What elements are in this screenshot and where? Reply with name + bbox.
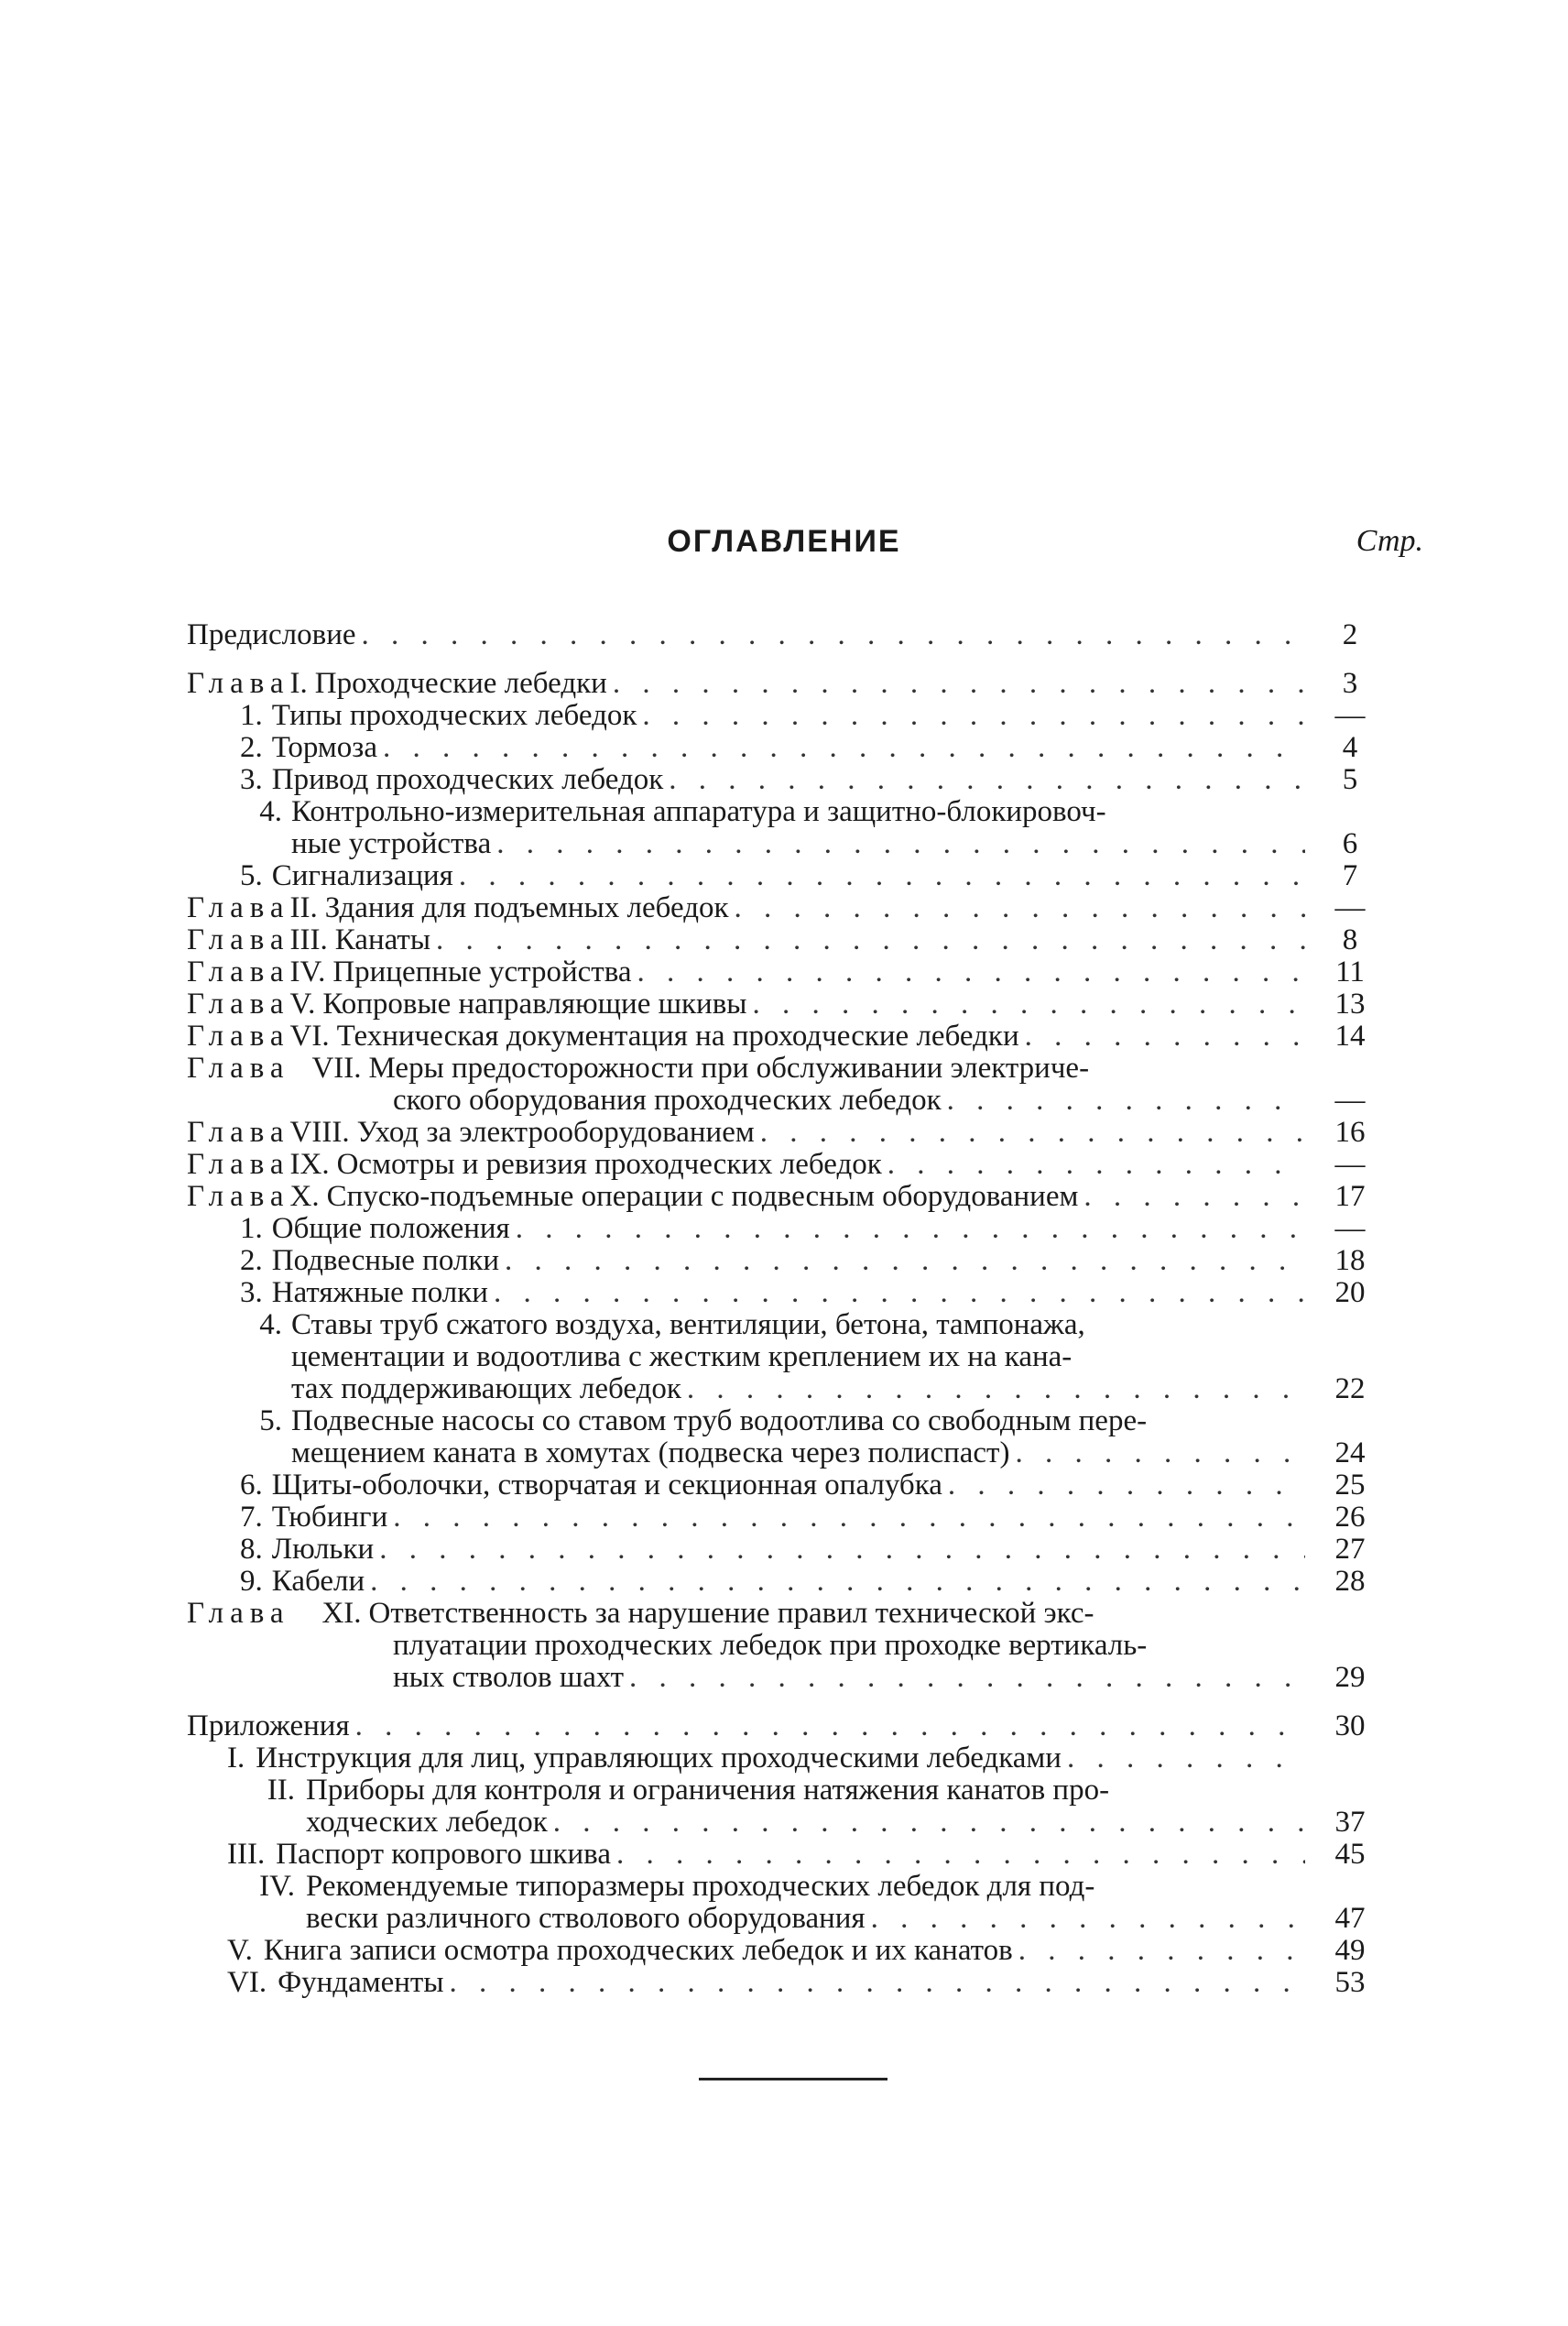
page-number: 29 (1334, 1661, 1366, 1694)
entry-title: ходческих лебедок (306, 1807, 548, 1839)
dot-leader (629, 1662, 1305, 1694)
toc-entry[interactable] (187, 1502, 1382, 1534)
entry-title: Здания для подъемных лебедок (324, 892, 729, 924)
chapter-number: IV. (289, 956, 326, 988)
dot-leader (948, 1469, 1305, 1502)
entry-title: мещением каната в хомутах (подвеска через полиспаст) (291, 1437, 1010, 1469)
entry-number: 2. (240, 732, 263, 764)
dot-leader (393, 1502, 1305, 1534)
entry-number: 5. (259, 1405, 282, 1437)
dot-leader (383, 732, 1305, 764)
entry-number: 3. (240, 1277, 263, 1309)
entry-title: Привод проходческих лебедок (271, 764, 664, 796)
entry-number: 3. (240, 764, 263, 796)
toc-entry[interactable] (187, 796, 1382, 860)
toc-entry[interactable] (187, 1277, 1382, 1309)
toc-entry[interactable] (187, 1149, 1382, 1181)
dot-leader (752, 988, 1305, 1021)
entry-title: ные устройства (291, 828, 492, 860)
entry-title: вески различного стволового оборудования (306, 1903, 866, 1935)
entry-number: I. (227, 1742, 245, 1775)
page-number: 24 (1334, 1436, 1366, 1469)
entry-number: II. (267, 1775, 295, 1807)
chapter-number: VI. (289, 1021, 330, 1053)
dot-leader (379, 1534, 1305, 1566)
entry-title: Подвесные полки (271, 1245, 500, 1277)
entry-number: 8. (240, 1534, 263, 1566)
page-number: 2 (1342, 618, 1358, 651)
entry-number: 5. (240, 860, 263, 892)
entry-title: Тормоза (271, 732, 377, 764)
entry-title: плуатации проходческих лебедок при проходке вертикаль- (393, 1630, 1148, 1662)
toc-entry[interactable] (187, 1871, 1382, 1935)
entry-number: 6. (240, 1469, 263, 1502)
page-number: 4 (1342, 731, 1358, 764)
page-number: 37 (1334, 1806, 1366, 1839)
entry-title: цементации и водоотлива с жестким креплением их на кана- (291, 1341, 1073, 1373)
chapter-label: Глава (187, 924, 290, 956)
toc-entry[interactable] (187, 1534, 1382, 1566)
toc-entry[interactable] (187, 1839, 1382, 1871)
dot-leader (616, 1839, 1305, 1871)
page-number: 20 (1334, 1276, 1366, 1309)
dot-leader (871, 1903, 1305, 1935)
toc-entry[interactable] (187, 988, 1382, 1021)
entry-title: Общие положения (271, 1213, 510, 1245)
chapter-label: Глава (187, 1021, 290, 1053)
page-number: — (1334, 1212, 1366, 1245)
toc-entry[interactable] (187, 892, 1382, 924)
dot-leader (505, 1245, 1305, 1277)
entry-title: Спуско-подъемные операции с подвесным оборудованием (326, 1181, 1079, 1213)
entry-number: 7. (240, 1502, 263, 1534)
dot-leader (887, 1149, 1305, 1181)
toc-entry[interactable] (187, 668, 1382, 700)
chapter-number: VII. (311, 1053, 362, 1085)
entry-title: Копровые направляющие шкивы (322, 988, 747, 1021)
page-number: 16 (1334, 1116, 1366, 1149)
page-number: 18 (1334, 1244, 1366, 1277)
toc-entry[interactable] (187, 700, 1382, 732)
chapter-number: V. (289, 988, 316, 1021)
dot-leader (553, 1807, 1305, 1839)
dot-leader (642, 700, 1305, 732)
entry-title: Проходческие лебедки (314, 668, 607, 700)
dot-leader (613, 668, 1305, 700)
toc-entry[interactable] (187, 732, 1382, 764)
entry-title: Ставы труб сжатого воздуха, вентиляции, бетона, тампонажа, (291, 1309, 1085, 1341)
entry-title: Предисловие (187, 619, 356, 651)
entry-title: Инструкция для лиц, управляющих проходческими лебедками (256, 1742, 1062, 1775)
page-number: 30 (1334, 1709, 1366, 1742)
entry-title: Техническая документация на проходческие лебедки (336, 1021, 1019, 1053)
chapter-label: Глава (187, 1181, 290, 1213)
entry-title: Осмотры и ревизия проходческих лебедок (336, 1149, 882, 1181)
page-number: 22 (1334, 1372, 1366, 1405)
page-title: ОГЛАВЛЕНИЕ (667, 524, 901, 559)
toc-entry[interactable] (187, 1469, 1382, 1502)
chapter-number: X. (289, 1181, 320, 1213)
chapter-label: Глава (187, 1598, 290, 1630)
toc-entry[interactable] (187, 1213, 1382, 1245)
chapter-label: Глава (187, 1117, 290, 1149)
entry-title: Щиты-оболочки, створчатая и секционная опалубка (271, 1469, 942, 1502)
table-of-contents (187, 619, 1382, 1999)
page-number: 11 (1335, 956, 1365, 988)
entry-title: Натяжные полки (271, 1277, 488, 1309)
entry-number: 2. (240, 1245, 263, 1277)
entry-title: Сигнализация (271, 860, 453, 892)
entry-title: Паспорт копрового шкива (276, 1839, 611, 1871)
entry-number: VI. (227, 1967, 267, 1999)
page-number: 53 (1334, 1966, 1366, 1999)
toc-entry[interactable] (187, 1775, 1382, 1839)
entry-title: Канаты (334, 924, 431, 956)
dot-leader (947, 1085, 1305, 1117)
page-number: 5 (1342, 763, 1358, 796)
toc-entry[interactable] (187, 1566, 1382, 1598)
toc-entry[interactable] (187, 764, 1382, 796)
chapter-number: XI. (321, 1598, 362, 1630)
dot-leader (1083, 1181, 1305, 1213)
toc-entry[interactable] (187, 1181, 1382, 1213)
entry-number: 1. (240, 1213, 263, 1245)
entry-title: Книга записи осмотра проходческих лебедок и их канатов (263, 1935, 1013, 1967)
dot-leader (459, 860, 1305, 892)
entry-title: Прицепные устройства (332, 956, 632, 988)
toc-entry[interactable] (187, 1117, 1382, 1149)
entry-title: Типы проходческих лебедок (271, 700, 637, 732)
entry-title: Кабели (271, 1566, 365, 1598)
entry-title: Фундаменты (278, 1967, 444, 1999)
dot-leader (1015, 1437, 1305, 1469)
toc-entry[interactable] (187, 1710, 1382, 1742)
toc-entry[interactable] (187, 1935, 1382, 1967)
dot-leader (496, 828, 1305, 860)
page-number: 45 (1334, 1838, 1366, 1871)
toc-entry[interactable] (187, 1053, 1382, 1117)
entry-number: 1. (240, 700, 263, 732)
chapter-number: II. (289, 892, 318, 924)
entry-title: Рекомендуемые типоразмеры проходческих лебедок для под- (306, 1871, 1095, 1903)
page-number: 6 (1342, 827, 1358, 860)
dot-leader (687, 1373, 1305, 1405)
dot-leader (760, 1117, 1305, 1149)
chapter-label: Глава (187, 892, 290, 924)
entry-title: Тюбинги (271, 1502, 388, 1534)
toc-entry[interactable] (187, 860, 1382, 892)
toc-entry[interactable] (187, 1309, 1382, 1405)
page-number: 3 (1342, 667, 1358, 700)
chapter-label: Глава (187, 1149, 290, 1181)
dot-leader (362, 619, 1306, 651)
entry-title: Люльки (271, 1534, 375, 1566)
toc-entry[interactable] (187, 1405, 1382, 1469)
dot-leader (1018, 1935, 1305, 1967)
chapter-label: Глава (187, 668, 290, 700)
entry-title: ных стволов шахт (393, 1662, 625, 1694)
page-number: — (1334, 1084, 1366, 1117)
dot-leader (436, 924, 1305, 956)
closing-rule (699, 2078, 887, 2080)
page-number: 25 (1334, 1469, 1366, 1502)
entry-title: Подвесные насосы со ставом труб водоотлива со свободным пере- (291, 1405, 1148, 1437)
toc-entry[interactable] (187, 619, 1382, 651)
page-column-heading: Стр. (1356, 524, 1423, 558)
entry-number: 9. (240, 1566, 263, 1598)
entry-title: Приложения (187, 1710, 350, 1742)
entry-title: Ответственность за нарушение правил технической экс- (368, 1598, 1094, 1630)
dot-leader (516, 1213, 1305, 1245)
chapter-number: IX. (289, 1149, 330, 1181)
chapter-number: III. (289, 924, 328, 956)
toc-entry[interactable] (187, 956, 1382, 988)
chapter-label: Глава (187, 1053, 290, 1085)
entry-title: Контрольно-измерительная аппаратура и защитно-блокировоч- (291, 796, 1106, 828)
entry-number: V. (227, 1935, 253, 1967)
entry-title: Уход за электрооборудованием (356, 1117, 755, 1149)
entry-number: III. (227, 1839, 266, 1871)
page-number: 26 (1334, 1501, 1366, 1534)
page-number: 28 (1334, 1565, 1366, 1598)
entry-title: Меры предосторожности при обслуживании электриче- (368, 1053, 1090, 1085)
page-number: 27 (1334, 1533, 1366, 1566)
page-number: — (1334, 699, 1366, 732)
dot-leader (450, 1967, 1305, 1999)
dot-leader (370, 1566, 1305, 1598)
page-number: 7 (1342, 859, 1358, 892)
entry-title: тах поддерживающих лебедок (291, 1373, 681, 1405)
page-number: 17 (1334, 1180, 1366, 1213)
page-number: 14 (1334, 1020, 1366, 1053)
chapter-label: Глава (187, 988, 290, 1021)
dot-leader (637, 956, 1305, 988)
dot-leader (494, 1277, 1305, 1309)
toc-entry[interactable] (187, 1245, 1382, 1277)
dot-leader (1025, 1021, 1305, 1053)
dot-leader (735, 892, 1305, 924)
entry-number: 4. (259, 1309, 282, 1341)
toc-entry[interactable] (187, 924, 1382, 956)
page-number: 49 (1334, 1934, 1366, 1967)
page-number: 13 (1334, 988, 1366, 1021)
chapter-number: VIII. (289, 1117, 350, 1149)
chapter-label: Глава (187, 956, 290, 988)
entry-title: Приборы для контроля и ограничения натяжения канатов про- (306, 1775, 1110, 1807)
dot-leader (669, 764, 1305, 796)
page-number: 47 (1334, 1902, 1366, 1935)
entry-number: IV. (259, 1871, 295, 1903)
dot-leader (355, 1710, 1305, 1742)
chapter-number: I. (289, 668, 308, 700)
entry-number: 4. (259, 796, 282, 828)
entry-title: ского оборудования проходческих лебедок (393, 1085, 942, 1117)
page-number: 8 (1342, 923, 1358, 956)
toc-entry[interactable] (187, 1742, 1382, 1775)
toc-entry[interactable] (187, 1021, 1382, 1053)
page-number: — (1334, 1148, 1366, 1181)
toc-entry[interactable] (187, 1598, 1382, 1694)
toc-entry[interactable] (187, 1967, 1382, 1999)
dot-leader (1067, 1742, 1305, 1775)
page-number: — (1334, 891, 1366, 924)
